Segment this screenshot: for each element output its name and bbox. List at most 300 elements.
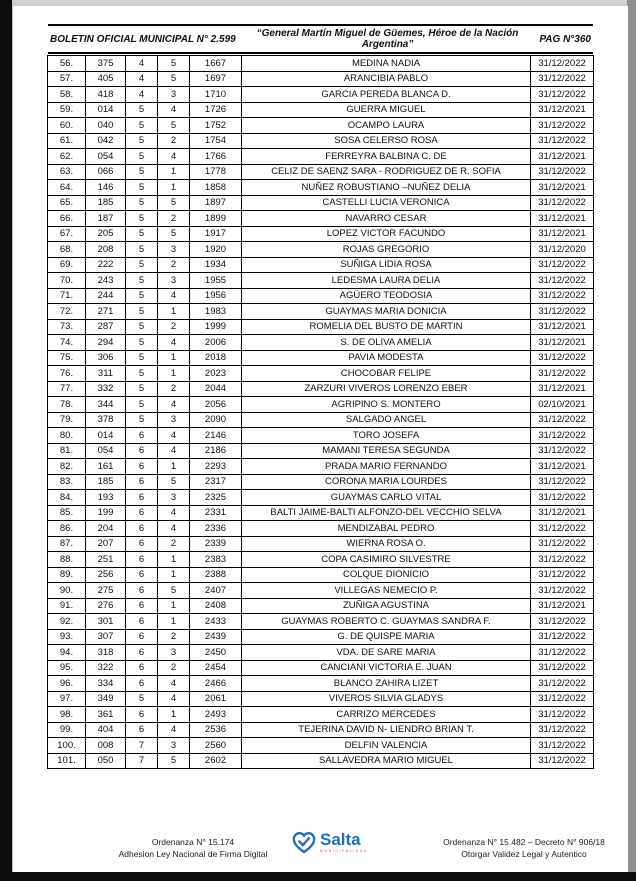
- name-cell: SALLAVEDRA MARIO MIGUEL: [242, 753, 531, 769]
- subgroup-cell: 4: [158, 397, 190, 413]
- table-row: [48, 753, 594, 769]
- subgroup-cell: 2: [158, 133, 190, 149]
- subgroup-cell: 4: [158, 691, 190, 707]
- row-number-cell: 99.: [48, 722, 86, 738]
- code-cell: 204: [86, 521, 126, 537]
- bulletin-title: BOLETIN OFICIAL MUNICIPAL N° 2.599: [50, 33, 236, 45]
- subgroup-cell: 2: [158, 381, 190, 397]
- records-table: [47, 55, 594, 769]
- code-cell: 307: [86, 629, 126, 645]
- date-cell: 31/12/2022: [531, 366, 594, 382]
- group-cell: 6: [126, 474, 158, 490]
- date-cell: 31/12/2021: [531, 459, 594, 475]
- subgroup-cell: 1: [158, 598, 190, 614]
- name-cell: CANCIANI VICTORIA E. JUAN: [242, 660, 531, 676]
- row-number-cell: 68.: [48, 242, 86, 258]
- group-cell: 6: [126, 707, 158, 723]
- group-cell: 6: [126, 490, 158, 506]
- name-cell: CARRIZO MERCEDES: [242, 707, 531, 723]
- code-cell: 294: [86, 335, 126, 351]
- registry-number-cell: 1920: [190, 242, 242, 258]
- row-number-cell: 59.: [48, 102, 86, 118]
- logo-subtitle: MUNICIPALIDAD: [320, 849, 368, 853]
- name-cell: LOPEZ VICTOR FACUNDO: [242, 226, 531, 242]
- registry-number-cell: 1710: [190, 87, 242, 103]
- date-cell: 31/12/2022: [531, 567, 594, 583]
- name-cell: GUAYMAS ROBERTO C. GUAYMAS SANDRA F.: [242, 614, 531, 630]
- table-row: [48, 567, 594, 583]
- code-cell: 332: [86, 381, 126, 397]
- code-cell: 256: [86, 567, 126, 583]
- group-cell: 5: [126, 397, 158, 413]
- subgroup-cell: 4: [158, 722, 190, 738]
- name-cell: LEDESMA LAURA DELIA: [242, 273, 531, 289]
- group-cell: 5: [126, 335, 158, 351]
- logo-text: [320, 831, 368, 853]
- group-cell: 5: [126, 242, 158, 258]
- header-motto: “General Martín Miguel de Güemes, Héroe de la Nación Argentina”: [256, 28, 519, 50]
- name-cell: COLQUE DIONICIO: [242, 567, 531, 583]
- row-number-cell: 77.: [48, 381, 86, 397]
- row-number-cell: 91.: [48, 598, 86, 614]
- date-cell: 31/12/2022: [531, 56, 594, 72]
- name-cell: SOSA CELERSO ROSA: [242, 133, 531, 149]
- code-cell: 054: [86, 443, 126, 459]
- registry-number-cell: 2146: [190, 428, 242, 444]
- name-cell: DELFIN VALENCIA: [242, 738, 531, 754]
- group-cell: 7: [126, 753, 158, 769]
- table-row: [48, 722, 594, 738]
- row-number-cell: 82.: [48, 459, 86, 475]
- table-row: [48, 738, 594, 754]
- scan-edge-right: [627, 0, 636, 881]
- code-cell: 243: [86, 273, 126, 289]
- date-cell: 31/12/2022: [531, 552, 594, 568]
- row-number-cell: 63.: [48, 164, 86, 180]
- group-cell: 5: [126, 180, 158, 196]
- group-cell: 5: [126, 149, 158, 165]
- registry-number-cell: 1899: [190, 211, 242, 227]
- table-row: [48, 195, 594, 211]
- row-number-cell: 66.: [48, 211, 86, 227]
- registry-number-cell: 2061: [190, 691, 242, 707]
- name-cell: GARCIA PEREDA BLANCA D.: [242, 87, 531, 103]
- registry-number-cell: 2018: [190, 350, 242, 366]
- row-number-cell: 95.: [48, 660, 86, 676]
- row-number-cell: 96.: [48, 676, 86, 692]
- name-cell: GUERRA MIGUEL: [242, 102, 531, 118]
- group-cell: 4: [126, 87, 158, 103]
- scan-edge-bottom: [0, 872, 636, 881]
- date-cell: 31/12/2022: [531, 614, 594, 630]
- table-row: [48, 164, 594, 180]
- code-cell: 322: [86, 660, 126, 676]
- table-row: [48, 319, 594, 335]
- code-cell: 375: [86, 56, 126, 72]
- code-cell: 199: [86, 505, 126, 521]
- table-row: [48, 645, 594, 661]
- subgroup-cell: 3: [158, 242, 190, 258]
- table-row: [48, 257, 594, 273]
- date-cell: 02/10/2021: [531, 397, 594, 413]
- table-row: [48, 676, 594, 692]
- row-number-cell: 89.: [48, 567, 86, 583]
- table-row: [48, 335, 594, 351]
- row-number-cell: 84.: [48, 490, 86, 506]
- subgroup-cell: 3: [158, 645, 190, 661]
- date-cell: 31/12/2022: [531, 660, 594, 676]
- table-row: [48, 614, 594, 630]
- group-cell: 6: [126, 598, 158, 614]
- code-cell: 344: [86, 397, 126, 413]
- registry-number-cell: 2023: [190, 366, 242, 382]
- subgroup-cell: 3: [158, 490, 190, 506]
- row-number-cell: 71.: [48, 288, 86, 304]
- table-row: [48, 56, 594, 72]
- subgroup-cell: 2: [158, 319, 190, 335]
- code-cell: 008: [86, 738, 126, 754]
- code-cell: 146: [86, 180, 126, 196]
- row-number-cell: 73.: [48, 319, 86, 335]
- name-cell: WIERNA ROSA O.: [242, 536, 531, 552]
- registry-number-cell: 2454: [190, 660, 242, 676]
- date-cell: 31/12/2022: [531, 753, 594, 769]
- group-cell: 6: [126, 428, 158, 444]
- subgroup-cell: 5: [158, 753, 190, 769]
- registry-number-cell: 1955: [190, 273, 242, 289]
- subgroup-cell: 1: [158, 459, 190, 475]
- group-cell: 5: [126, 350, 158, 366]
- group-cell: 6: [126, 459, 158, 475]
- name-cell: NAVARRO CESAR: [242, 211, 531, 227]
- group-cell: 6: [126, 567, 158, 583]
- date-cell: 31/12/2022: [531, 71, 594, 87]
- name-cell: ARANCIBIA PABLO: [242, 71, 531, 87]
- subgroup-cell: 5: [158, 195, 190, 211]
- subgroup-cell: 2: [158, 257, 190, 273]
- date-cell: 31/12/2022: [531, 257, 594, 273]
- registry-number-cell: 2186: [190, 443, 242, 459]
- registry-number-cell: 2336: [190, 521, 242, 537]
- footer-right-line1: Ordenanza N° 15.482 – Decreto N° 906/18: [443, 837, 605, 847]
- table-row: [48, 273, 594, 289]
- code-cell: 208: [86, 242, 126, 258]
- table-row: [48, 118, 594, 134]
- registry-number-cell: 2293: [190, 459, 242, 475]
- registry-number-cell: 2560: [190, 738, 242, 754]
- row-number-cell: 74.: [48, 335, 86, 351]
- code-cell: 161: [86, 459, 126, 475]
- table-row: [48, 598, 594, 614]
- name-cell: OCAMPO LAURA: [242, 118, 531, 134]
- code-cell: 318: [86, 645, 126, 661]
- row-number-cell: 83.: [48, 474, 86, 490]
- name-cell: G. DE QUISPE MARIA: [242, 629, 531, 645]
- registry-number-cell: 2407: [190, 583, 242, 599]
- check-mark: [299, 838, 309, 845]
- date-cell: 31/12/2022: [531, 583, 594, 599]
- date-cell: 31/12/2021: [531, 381, 594, 397]
- date-cell: 31/12/2022: [531, 691, 594, 707]
- code-cell: 207: [86, 536, 126, 552]
- table-row: [48, 397, 594, 413]
- table-row: [48, 428, 594, 444]
- row-number-cell: 57.: [48, 71, 86, 87]
- group-cell: 6: [126, 552, 158, 568]
- subgroup-cell: 5: [158, 118, 190, 134]
- group-cell: 6: [126, 521, 158, 537]
- group-cell: 5: [126, 118, 158, 134]
- code-cell: 185: [86, 195, 126, 211]
- registry-number-cell: 2339: [190, 536, 242, 552]
- name-cell: AGÜERO TEODOSIA: [242, 288, 531, 304]
- registry-number-cell: 1778: [190, 164, 242, 180]
- code-cell: 205: [86, 226, 126, 242]
- row-number-cell: 92.: [48, 614, 86, 630]
- salta-logo: [291, 830, 368, 854]
- registry-number-cell: 1726: [190, 102, 242, 118]
- subgroup-cell: 4: [158, 288, 190, 304]
- table-row: [48, 583, 594, 599]
- row-number-cell: 87.: [48, 536, 86, 552]
- group-cell: 5: [126, 102, 158, 118]
- name-cell: PAVIA MODESTA: [242, 350, 531, 366]
- row-number-cell: 58.: [48, 87, 86, 103]
- subgroup-cell: 3: [158, 738, 190, 754]
- date-cell: 31/12/2022: [531, 304, 594, 320]
- name-cell: TEJERINA DAVID N- LIENDRO BRIAN T.: [242, 722, 531, 738]
- code-cell: 193: [86, 490, 126, 506]
- date-cell: 31/12/2020: [531, 242, 594, 258]
- subgroup-cell: 3: [158, 87, 190, 103]
- table-row: [48, 350, 594, 366]
- code-cell: 311: [86, 366, 126, 382]
- group-cell: 5: [126, 304, 158, 320]
- table-row: [48, 459, 594, 475]
- table-row: [48, 707, 594, 723]
- registry-number-cell: 1752: [190, 118, 242, 134]
- name-cell: ROJAS GREGORIO: [242, 242, 531, 258]
- heart-check-icon: [291, 830, 317, 854]
- row-number-cell: 69.: [48, 257, 86, 273]
- table-row: [48, 102, 594, 118]
- table-row: [48, 180, 594, 196]
- date-cell: 31/12/2022: [531, 443, 594, 459]
- date-cell: 31/12/2021: [531, 335, 594, 351]
- registry-number-cell: 2317: [190, 474, 242, 490]
- scan-edge-left: [0, 0, 12, 881]
- code-cell: 187: [86, 211, 126, 227]
- registry-number-cell: 2439: [190, 629, 242, 645]
- footer-left-line2: Adhesion Ley Nacional de Firma Digital: [118, 848, 268, 859]
- code-cell: 222: [86, 257, 126, 273]
- subgroup-cell: 4: [158, 335, 190, 351]
- registry-number-cell: 2090: [190, 412, 242, 428]
- code-cell: 378: [86, 412, 126, 428]
- subgroup-cell: 1: [158, 366, 190, 382]
- registry-number-cell: 1934: [190, 257, 242, 273]
- name-cell: VDA. DE SARE MARIA: [242, 645, 531, 661]
- table-row: [48, 691, 594, 707]
- group-cell: 5: [126, 412, 158, 428]
- registry-number-cell: 2536: [190, 722, 242, 738]
- subgroup-cell: 1: [158, 567, 190, 583]
- group-cell: 6: [126, 614, 158, 630]
- subgroup-cell: 5: [158, 583, 190, 599]
- date-cell: 31/12/2021: [531, 211, 594, 227]
- name-cell: COPA CASIMIRO SILVESTRE: [242, 552, 531, 568]
- group-cell: 6: [126, 443, 158, 459]
- name-cell: S. DE OLIVA AMELIA: [242, 335, 531, 351]
- registry-number-cell: 1999: [190, 319, 242, 335]
- row-number-cell: 90.: [48, 583, 86, 599]
- date-cell: 31/12/2022: [531, 273, 594, 289]
- subgroup-cell: 1: [158, 180, 190, 196]
- date-cell: 31/12/2022: [531, 164, 594, 180]
- date-cell: 31/12/2022: [531, 645, 594, 661]
- subgroup-cell: 1: [158, 552, 190, 568]
- name-cell: CHOCOBAR FELIPE: [242, 366, 531, 382]
- subgroup-cell: 5: [158, 226, 190, 242]
- name-cell: CORONA MARIA LOURDES: [242, 474, 531, 490]
- table-row: [48, 133, 594, 149]
- registry-number-cell: 1766: [190, 149, 242, 165]
- subgroup-cell: 4: [158, 428, 190, 444]
- document-page: [12, 6, 628, 872]
- group-cell: 5: [126, 211, 158, 227]
- group-cell: 6: [126, 536, 158, 552]
- row-number-cell: 60.: [48, 118, 86, 134]
- date-cell: 31/12/2022: [531, 629, 594, 645]
- table-row: [48, 443, 594, 459]
- row-number-cell: 93.: [48, 629, 86, 645]
- subgroup-cell: 1: [158, 614, 190, 630]
- subgroup-cell: 5: [158, 474, 190, 490]
- name-cell: AGRIPINO S. MONTERO: [242, 397, 531, 413]
- code-cell: 185: [86, 474, 126, 490]
- group-cell: 6: [126, 583, 158, 599]
- table-row: [48, 474, 594, 490]
- registry-number-cell: 1754: [190, 133, 242, 149]
- group-cell: 6: [126, 645, 158, 661]
- row-number-cell: 64.: [48, 180, 86, 196]
- row-number-cell: 100.: [48, 738, 86, 754]
- group-cell: 5: [126, 319, 158, 335]
- registry-number-cell: 2493: [190, 707, 242, 723]
- name-cell: FERREYRA BALBINA C. DE: [242, 149, 531, 165]
- group-cell: 7: [126, 738, 158, 754]
- name-cell: ROMELIA DEL BUSTO DE MARTIN: [242, 319, 531, 335]
- registry-number-cell: 2602: [190, 753, 242, 769]
- code-cell: 334: [86, 676, 126, 692]
- table-row: [48, 505, 594, 521]
- row-number-cell: 76.: [48, 366, 86, 382]
- registry-number-cell: 2331: [190, 505, 242, 521]
- registry-number-cell: 2044: [190, 381, 242, 397]
- name-cell: VILLEGAS NEMECIO P.: [242, 583, 531, 599]
- row-number-cell: 86.: [48, 521, 86, 537]
- group-cell: 6: [126, 629, 158, 645]
- code-cell: 244: [86, 288, 126, 304]
- code-cell: 014: [86, 428, 126, 444]
- date-cell: 31/12/2022: [531, 722, 594, 738]
- name-cell: SUÑIGA LIDIA ROSA: [242, 257, 531, 273]
- table-row: [48, 226, 594, 242]
- name-cell: BALTI JAIME-BALTI ALFONZO-DEL VECCHIO SELVA: [242, 505, 531, 521]
- registry-number-cell: 2466: [190, 676, 242, 692]
- date-cell: 31/12/2022: [531, 350, 594, 366]
- group-cell: 5: [126, 164, 158, 180]
- row-number-cell: 85.: [48, 505, 86, 521]
- date-cell: 31/12/2021: [531, 102, 594, 118]
- page-number: PAG N°360: [539, 33, 591, 45]
- group-cell: 6: [126, 660, 158, 676]
- code-cell: 271: [86, 304, 126, 320]
- row-number-cell: 72.: [48, 304, 86, 320]
- table-row: [48, 149, 594, 165]
- subgroup-cell: 1: [158, 707, 190, 723]
- group-cell: 6: [126, 722, 158, 738]
- subgroup-cell: 4: [158, 521, 190, 537]
- name-cell: NUÑEZ ROBUSTIANO –NUÑEZ DELIA: [242, 180, 531, 196]
- name-cell: TORO JOSEFA: [242, 428, 531, 444]
- code-cell: 054: [86, 149, 126, 165]
- row-number-cell: 75.: [48, 350, 86, 366]
- row-number-cell: 94.: [48, 645, 86, 661]
- registry-number-cell: 2433: [190, 614, 242, 630]
- code-cell: 042: [86, 133, 126, 149]
- date-cell: 31/12/2021: [531, 180, 594, 196]
- name-cell: ZUÑIGA AGUSTINA: [242, 598, 531, 614]
- group-cell: 5: [126, 133, 158, 149]
- group-cell: 5: [126, 257, 158, 273]
- group-cell: 5: [126, 381, 158, 397]
- footer-right-note: [418, 837, 630, 861]
- name-cell: PRADA MARIO FERNANDO: [242, 459, 531, 475]
- subgroup-cell: 3: [158, 273, 190, 289]
- subgroup-cell: 3: [158, 412, 190, 428]
- row-number-cell: 56.: [48, 56, 86, 72]
- table-row: [48, 242, 594, 258]
- date-cell: 31/12/2022: [531, 738, 594, 754]
- code-cell: 040: [86, 118, 126, 134]
- group-cell: 5: [126, 195, 158, 211]
- row-number-cell: 80.: [48, 428, 86, 444]
- code-cell: 301: [86, 614, 126, 630]
- table-row: [48, 211, 594, 227]
- date-cell: 31/12/2022: [531, 133, 594, 149]
- date-cell: 31/12/2022: [531, 87, 594, 103]
- subgroup-cell: 4: [158, 676, 190, 692]
- code-cell: 275: [86, 583, 126, 599]
- subgroup-cell: 5: [158, 71, 190, 87]
- registry-number-cell: 2408: [190, 598, 242, 614]
- subgroup-cell: 2: [158, 211, 190, 227]
- date-cell: 31/12/2022: [531, 412, 594, 428]
- registry-number-cell: 1667: [190, 56, 242, 72]
- row-number-cell: 88.: [48, 552, 86, 568]
- row-number-cell: 81.: [48, 443, 86, 459]
- row-number-cell: 97.: [48, 691, 86, 707]
- registry-number-cell: 2383: [190, 552, 242, 568]
- table-row: [48, 660, 594, 676]
- table-row: [48, 552, 594, 568]
- footer-right-line2: Otorgar Validez Legal y Autentico: [461, 848, 587, 859]
- group-cell: 5: [126, 288, 158, 304]
- date-cell: 31/12/2022: [531, 118, 594, 134]
- name-cell: CASTELLI LUCIA VERONICA: [242, 195, 531, 211]
- table-row: [48, 288, 594, 304]
